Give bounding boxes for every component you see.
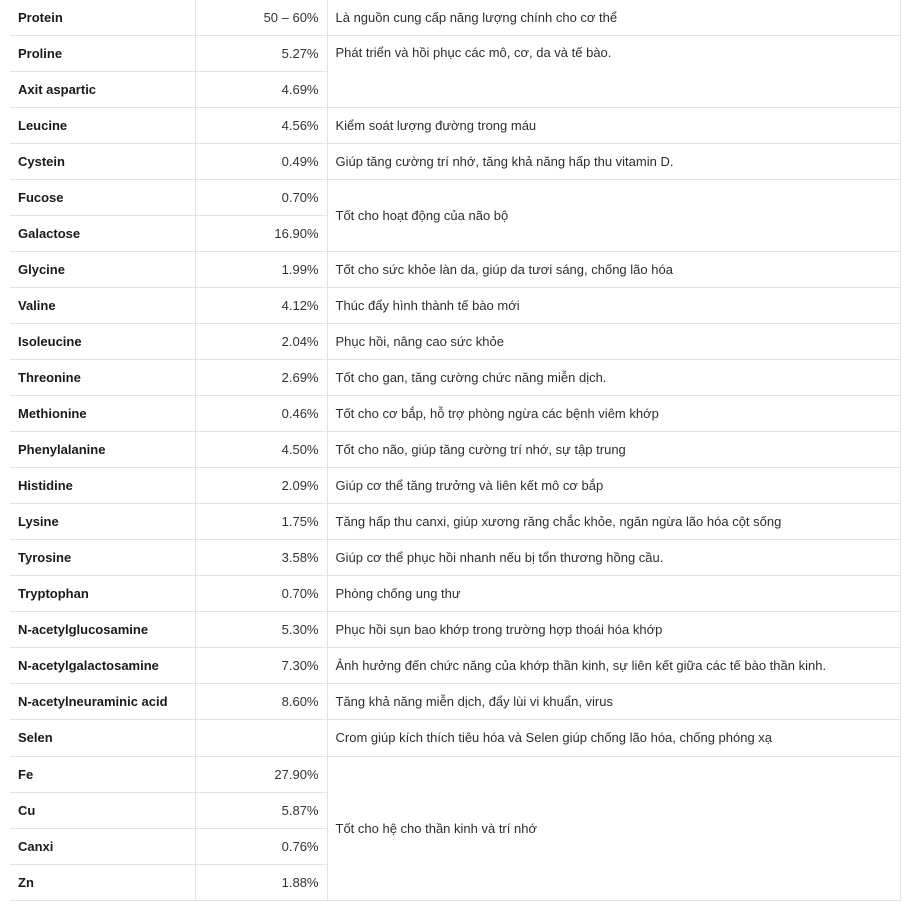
table-row <box>10 288 900 324</box>
nutrient-name: Galactose <box>10 216 195 252</box>
nutrient-name: Isoleucine <box>10 324 195 360</box>
nutrient-name: Zn <box>10 865 195 901</box>
nutrient-benefit: Tốt cho hệ cho thần kinh và trí nhớ <box>327 757 900 901</box>
nutrient-value: 0.70% <box>195 180 327 216</box>
nutrient-value: 27.90% <box>195 757 327 793</box>
nutrient-name: Threonine <box>10 360 195 396</box>
nutrient-name: Lysine <box>10 504 195 540</box>
nutrient-benefit: Thúc đẩy hình thành tế bào mới <box>327 288 900 324</box>
table-row <box>10 504 900 540</box>
nutrient-value: 1.75% <box>195 504 327 540</box>
nutrient-value: 5.87% <box>195 793 327 829</box>
nutrient-name: Leucine <box>10 108 195 144</box>
nutrient-value: 4.50% <box>195 432 327 468</box>
table-row <box>10 757 900 793</box>
table-row <box>10 360 900 396</box>
nutrient-name: Tyrosine <box>10 540 195 576</box>
table-row <box>10 540 900 576</box>
nutrient-name: Protein <box>10 0 195 36</box>
nutrient-value: 2.69% <box>195 360 327 396</box>
table-row <box>10 468 900 504</box>
nutrient-name: N-acetylglucosamine <box>10 612 195 648</box>
nutrient-value: 50 – 60% <box>195 0 327 36</box>
nutrient-benefit: Tốt cho hoạt động của não bộ <box>327 180 900 252</box>
nutrient-value: 7.30% <box>195 648 327 684</box>
nutrient-value: 0.49% <box>195 144 327 180</box>
nutrient-name: Histidine <box>10 468 195 504</box>
nutrient-value: 0.76% <box>195 829 327 865</box>
nutrient-name: Phenylalanine <box>10 432 195 468</box>
nutrient-value: 2.09% <box>195 468 327 504</box>
nutrient-value <box>195 720 327 757</box>
nutrient-name: Fucose <box>10 180 195 216</box>
nutrient-name: Cystein <box>10 144 195 180</box>
nutrient-name: N-acetylgalactosamine <box>10 648 195 684</box>
table-row <box>10 396 900 432</box>
nutrient-benefit: Giúp cơ thể phục hồi nhanh nếu bị tổn thương hồng cầu. <box>327 540 900 576</box>
nutrient-benefit: Phát triển và hồi phục các mô, cơ, da và tế bào. <box>327 36 900 108</box>
table-row <box>10 612 900 648</box>
nutrient-benefit: Tốt cho cơ bắp, hỗ trợ phòng ngừa các bệnh viêm khớp <box>327 396 900 432</box>
table-row <box>10 684 900 720</box>
nutrient-value: 1.99% <box>195 252 327 288</box>
nutrient-name: Tryptophan <box>10 576 195 612</box>
nutrient-value: 1.88% <box>195 865 327 901</box>
table-row <box>10 432 900 468</box>
nutrient-benefit: Là nguồn cung cấp năng lượng chính cho cơ thể <box>327 0 900 36</box>
nutrient-benefit: Kiểm soát lượng đường trong máu <box>327 108 900 144</box>
nutrient-value: 8.60% <box>195 684 327 720</box>
nutrient-value: 16.90% <box>195 216 327 252</box>
nutrient-benefit: Tốt cho gan, tăng cường chức năng miễn dịch. <box>327 360 900 396</box>
nutrient-name: Cu <box>10 793 195 829</box>
nutrient-benefit: Phục hồi sụn bao khớp trong trường hợp thoái hóa khớp <box>327 612 900 648</box>
nutrient-benefit: Tăng hấp thu canxi, giúp xương răng chắc khỏe, ngăn ngừa lão hóa cột sống <box>327 504 900 540</box>
nutrient-value: 3.58% <box>195 540 327 576</box>
nutrient-value: 0.46% <box>195 396 327 432</box>
nutrient-value: 5.27% <box>195 36 327 72</box>
nutrient-benefit: Tốt cho sức khỏe làn da, giúp da tươi sáng, chống lão hóa <box>327 252 900 288</box>
table-row <box>10 324 900 360</box>
nutrient-benefit: Crom giúp kích thích tiêu hóa và Selen giúp chống lão hóa, chống phóng xạ <box>327 720 900 757</box>
nutrient-value: 0.70% <box>195 576 327 612</box>
nutrient-name: N-acetylneuraminic acid <box>10 684 195 720</box>
nutrient-name: Methionine <box>10 396 195 432</box>
nutrient-name: Proline <box>10 36 195 72</box>
nutrient-benefit: Giúp cơ thể tăng trưởng và liên kết mô cơ bắp <box>327 468 900 504</box>
nutrient-benefit: Phòng chống ung thư <box>327 576 900 612</box>
nutrient-value: 4.69% <box>195 72 327 108</box>
nutrient-benefit: Ảnh hưởng đến chức năng của khớp thần kinh, sự liên kết giữa các tế bào thần kinh. <box>327 648 900 684</box>
table-row <box>10 252 900 288</box>
nutrient-name: Fe <box>10 757 195 793</box>
table-row <box>10 36 900 72</box>
table-row <box>10 144 900 180</box>
nutrient-benefit: Tăng khả năng miễn dịch, đẩy lùi vi khuẩn, virus <box>327 684 900 720</box>
nutrient-name: Valine <box>10 288 195 324</box>
nutrient-name: Selen <box>10 720 195 757</box>
nutrient-value: 5.30% <box>195 612 327 648</box>
nutrient-benefit: Tốt cho não, giúp tăng cường trí nhớ, sự tập trung <box>327 432 900 468</box>
table-row <box>10 648 900 684</box>
nutrient-value: 4.12% <box>195 288 327 324</box>
table-row <box>10 576 900 612</box>
nutrient-benefit: Giúp tăng cường trí nhớ, tăng khả năng hấp thu vitamin D. <box>327 144 900 180</box>
table-row <box>10 0 900 36</box>
nutrient-name: Glycine <box>10 252 195 288</box>
nutrient-name: Axit aspartic <box>10 72 195 108</box>
nutrient-benefit: Phục hồi, nâng cao sức khỏe <box>327 324 900 360</box>
nutrient-name: Canxi <box>10 829 195 865</box>
table-row <box>10 720 900 757</box>
nutrition-table <box>10 0 901 901</box>
nutrient-value: 4.56% <box>195 108 327 144</box>
table-row <box>10 180 900 216</box>
nutrient-value: 2.04% <box>195 324 327 360</box>
table-row <box>10 108 900 144</box>
